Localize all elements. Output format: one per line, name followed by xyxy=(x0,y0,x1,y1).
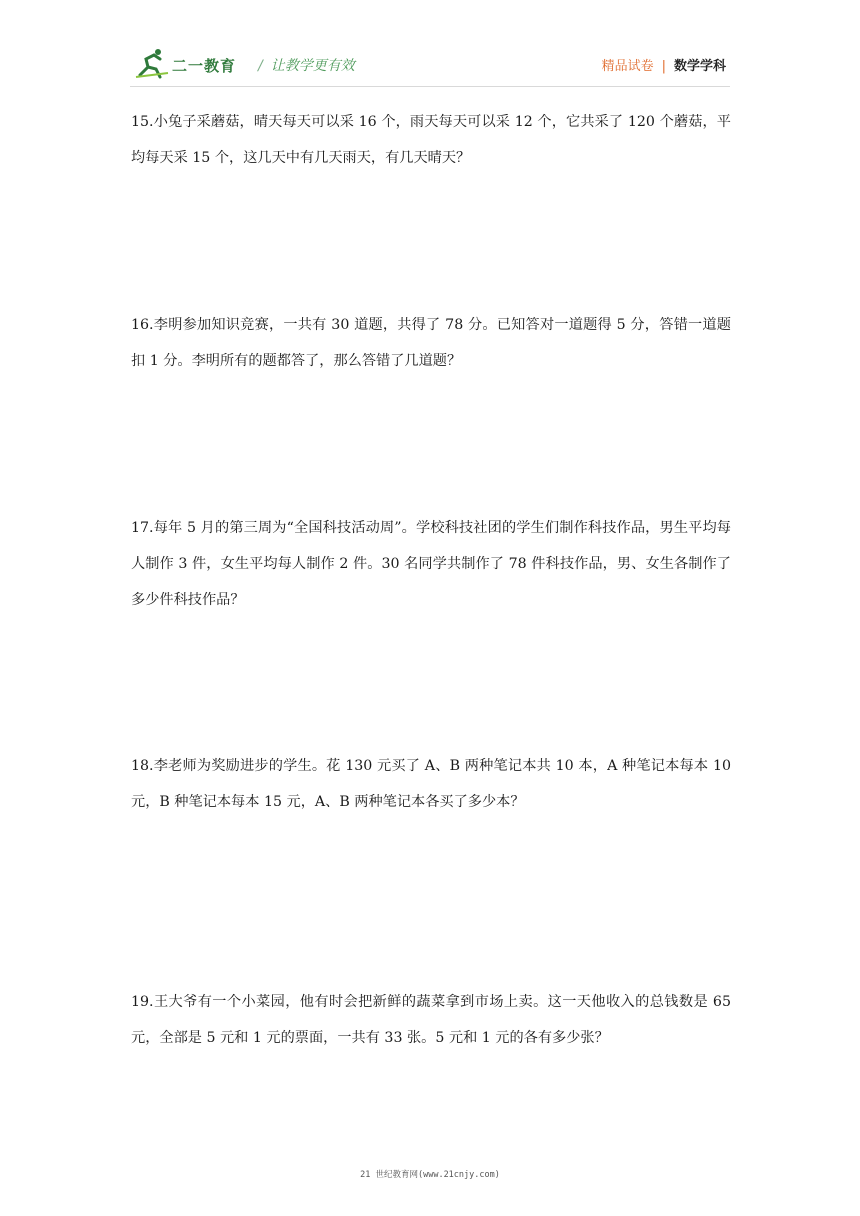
question-text: 李明参加知识竞赛，一共有 30 道题，共得了 78 分。已知答对一道题得 5 分，答错一道题扣 1 分。李明所有的题都答了，那么答错了几道题？ xyxy=(131,317,731,369)
badge-left: 精品试卷 xyxy=(601,59,654,74)
slogan: / 让教学更有效 xyxy=(258,58,355,74)
slogan-text: 让教学更有效 xyxy=(270,58,355,74)
header-divider xyxy=(130,86,730,87)
question-number: 16. xyxy=(131,317,154,333)
question-text: 小兔子采蘑菇，晴天每天可以采 16 个，雨天每天可以采 12 个，它共采了 120 个蘑菇，平均每天采 15 个，这几天中有几天雨天，有几天晴天？ xyxy=(131,114,731,166)
page-footer: 21 世纪教育网(www.21cnjy.com) xyxy=(360,1170,500,1180)
logo xyxy=(134,47,246,81)
question-16 xyxy=(131,307,731,379)
question-number: 18. xyxy=(131,758,154,774)
question-19 xyxy=(131,984,731,1056)
question-18 xyxy=(131,748,731,820)
question-number: 15. xyxy=(131,114,154,130)
question-text: 王大爷有一个小菜园，他有时会把新鲜的蔬菜拿到市场上卖。这一天他收入的总钱数是 65 元，全部是 5 元和 1 元的票面，一共有 33 张。5 元和 1 元的各有多少张？ xyxy=(131,994,731,1046)
subject-badge xyxy=(602,55,726,74)
question-number: 19. xyxy=(131,994,154,1010)
page-header xyxy=(0,0,860,92)
logo-text: 二一教育 xyxy=(172,57,237,75)
badge-right: 数学学科 xyxy=(673,59,726,74)
runner-logo-icon xyxy=(134,47,174,81)
question-text: 李老师为奖励进步的学生。花 130 元买了 A、B 两种笔记本共 10 本，A 种笔记本每本 10 元，B 种笔记本每本 15 元，A、B 两种笔记本各买了多少本？ xyxy=(131,758,731,810)
question-17 xyxy=(131,510,731,618)
question-text: 每年 5 月的第三周为“全国科技活动周”。学校科技社团的学生们制作科技作品，男生平均每人制作 3 件，女生平均每人制作 2 件。30 名同学共制作了 78 件科技作品，男、女生各制作了多少件科技作品？ xyxy=(131,520,731,608)
badge-separator: | xyxy=(661,59,666,74)
question-number: 17. xyxy=(131,520,154,536)
question-15 xyxy=(131,104,731,176)
